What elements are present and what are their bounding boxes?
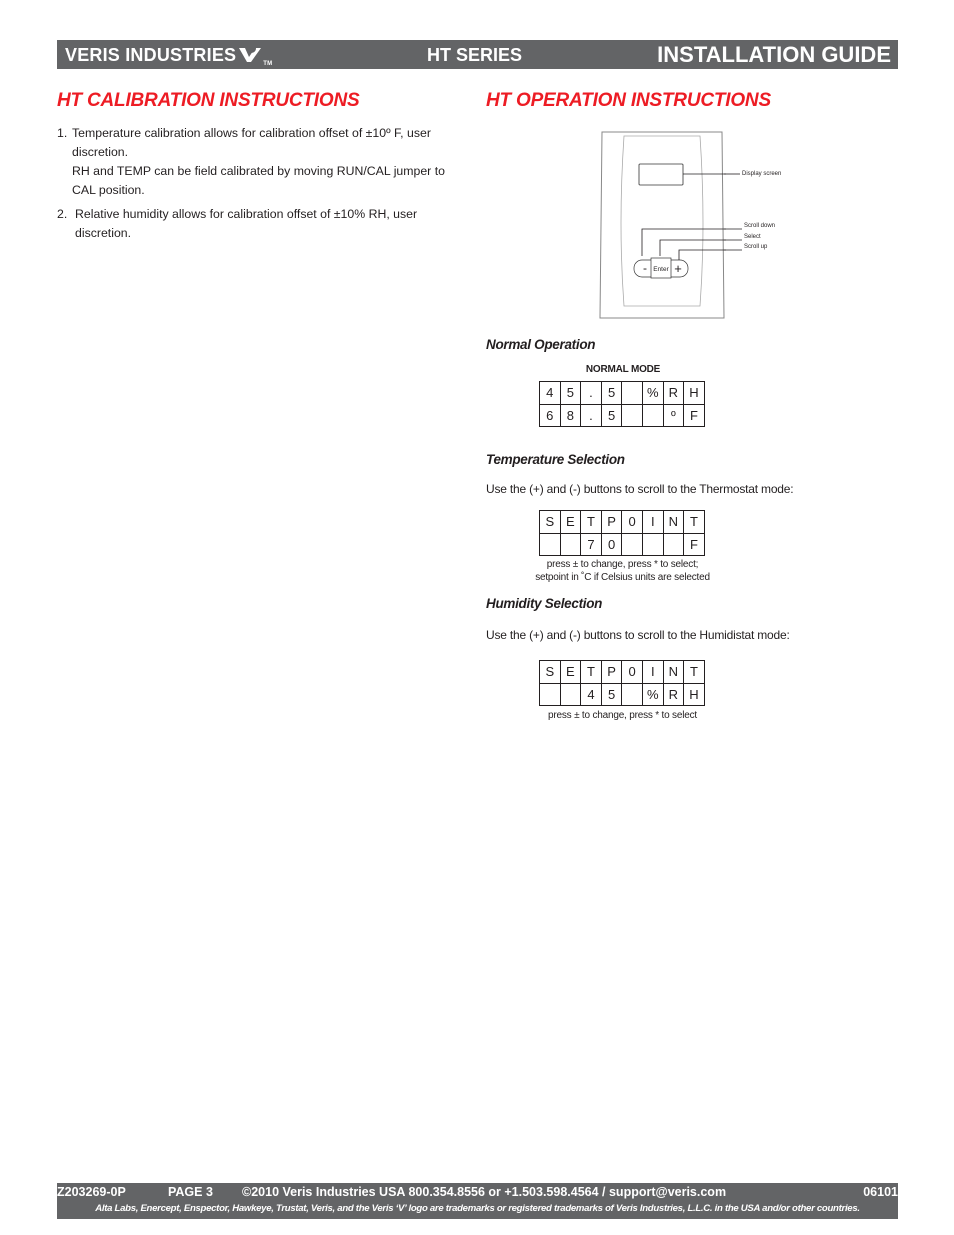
scroll-up-label: Scroll up: [744, 244, 768, 250]
display-cell: I: [642, 511, 663, 534]
display-cell: 6: [540, 404, 561, 427]
display-cell: H: [684, 382, 705, 405]
display-cell: F: [684, 533, 705, 556]
display-cell: [560, 533, 581, 556]
enter-button-label: Enter: [653, 266, 669, 273]
veris-v-logo-icon: [238, 46, 262, 68]
humidistat-mode-display-table: [539, 660, 705, 706]
table-row: [540, 661, 705, 684]
display-cell: 5: [560, 382, 581, 405]
table-row: [540, 533, 705, 556]
display-cell: F: [684, 404, 705, 427]
guide-title: INSTALLATION GUIDE: [657, 42, 891, 67]
document-number: Z203269-0P: [57, 1185, 126, 1199]
operation-title: HT OPERATION INSTRUCTIONS: [486, 90, 771, 111]
thermostat-device-illustration: [598, 130, 726, 320]
display-cell: 0: [601, 533, 622, 556]
display-cell: H: [684, 683, 705, 706]
display-cell: [622, 683, 643, 706]
table-row: [540, 404, 705, 427]
revision-code: 06101: [863, 1185, 898, 1199]
display-cell: 8: [560, 404, 581, 427]
calibration-title: HT CALIBRATION INSTRUCTIONS: [57, 90, 360, 111]
scroll-down-label: Scroll down: [744, 223, 776, 229]
list-text: Temperature calibration allows for calibration offset of ±10º F, user discretion.: [72, 126, 431, 159]
series-title: HT SERIES: [427, 45, 523, 65]
list-item: [57, 124, 467, 200]
display-cell: [622, 382, 643, 405]
display-cell: [663, 533, 684, 556]
display-cell: S: [540, 661, 561, 684]
minus-button-label: -: [643, 261, 647, 275]
display-cell: 5: [601, 683, 622, 706]
display-cell: 5: [601, 382, 622, 405]
plus-button-label: +: [674, 261, 682, 276]
normal-mode-display-table: [539, 381, 705, 427]
display-cell: [540, 533, 561, 556]
display-cell: [560, 683, 581, 706]
normal-operation-heading: Normal Operation: [486, 337, 596, 352]
display-cell: T: [684, 511, 705, 534]
display-screen-label: Display screen: [742, 171, 782, 177]
display-cell: [622, 404, 643, 427]
display-cell: [642, 404, 663, 427]
trademark-mark: TM: [263, 61, 273, 67]
display-screen: [639, 164, 683, 185]
display-cell: .: [581, 382, 602, 405]
calibration-list: [57, 124, 467, 248]
list-text: Relative humidity allows for calibration offset of ±10% RH, user discretion.: [75, 207, 418, 240]
display-cell: E: [560, 511, 581, 534]
display-cell: .: [581, 404, 602, 427]
display-cell: %: [642, 382, 663, 405]
thermostat-mode-display-table: [539, 510, 705, 556]
brand: [65, 45, 272, 68]
page-number: PAGE 3: [168, 1185, 213, 1199]
display-cell: N: [663, 661, 684, 684]
table-row: [540, 382, 705, 405]
select-label: Select: [744, 234, 761, 240]
display-cell: [642, 533, 663, 556]
display-cell: T: [684, 661, 705, 684]
trademark-notice: Alta Labs, Enercept, Enspector, Hawkeye, Trustat, Veris, and the Veris ‘V’ logo are trademarks or registered trademarks of Veris Industries, L.L.C. in the USA and/or other countries.: [95, 1203, 860, 1214]
table-row: [540, 683, 705, 706]
display-cell: 4: [540, 382, 561, 405]
display-cell: [540, 683, 561, 706]
display-cell: E: [560, 661, 581, 684]
normal-mode-label: NORMAL MODE: [585, 364, 661, 375]
humidity-caption: press ± to change, press * to select: [548, 710, 697, 721]
footer-bar: [57, 1183, 898, 1219]
display-cell: P: [601, 661, 622, 684]
display-cell: 7: [581, 533, 602, 556]
display-cell: 0: [622, 511, 643, 534]
display-cell: [622, 533, 643, 556]
display-cell: P: [601, 511, 622, 534]
humidity-selection-heading: Humidity Selection: [486, 596, 603, 611]
temperature-caption-line: press ± to change, press * to select;: [546, 559, 699, 570]
display-cell: º: [663, 404, 684, 427]
list-item: [57, 205, 467, 243]
table-row: [540, 511, 705, 534]
display-cell: T: [581, 661, 602, 684]
copyright-contact: ©2010 Veris Industries USA 800.354.8556 or +1.503.598.4564 / support@veris.com: [242, 1185, 727, 1199]
list-text: RH and TEMP can be field calibrated by moving RUN/CAL jumper to CAL position.: [72, 164, 445, 197]
display-cell: R: [663, 683, 684, 706]
display-cell: I: [642, 661, 663, 684]
header-bar: [57, 40, 898, 69]
list-number: 2.: [57, 207, 68, 221]
display-cell: 4: [581, 683, 602, 706]
list-number: 1.: [57, 126, 68, 140]
callout-leaders: [724, 170, 744, 280]
display-cell: 0: [622, 661, 643, 684]
brand-name: VERIS INDUSTRIES: [65, 45, 237, 65]
temperature-instruction: Use the (+) and (-) buttons to scroll to the Thermostat mode:: [486, 482, 794, 496]
display-cell: T: [581, 511, 602, 534]
display-cell: %: [642, 683, 663, 706]
temperature-caption: [530, 559, 715, 584]
display-cell: R: [663, 382, 684, 405]
display-cell: N: [663, 511, 684, 534]
display-cell: S: [540, 511, 561, 534]
humidity-instruction: Use the (+) and (-) buttons to scroll to the Humidistat mode:: [486, 628, 790, 642]
temperature-caption-line: setpoint in ˚C if Celsius units are selected: [535, 571, 710, 583]
display-cell: 5: [601, 404, 622, 427]
temperature-selection-heading: Temperature Selection: [486, 452, 625, 467]
